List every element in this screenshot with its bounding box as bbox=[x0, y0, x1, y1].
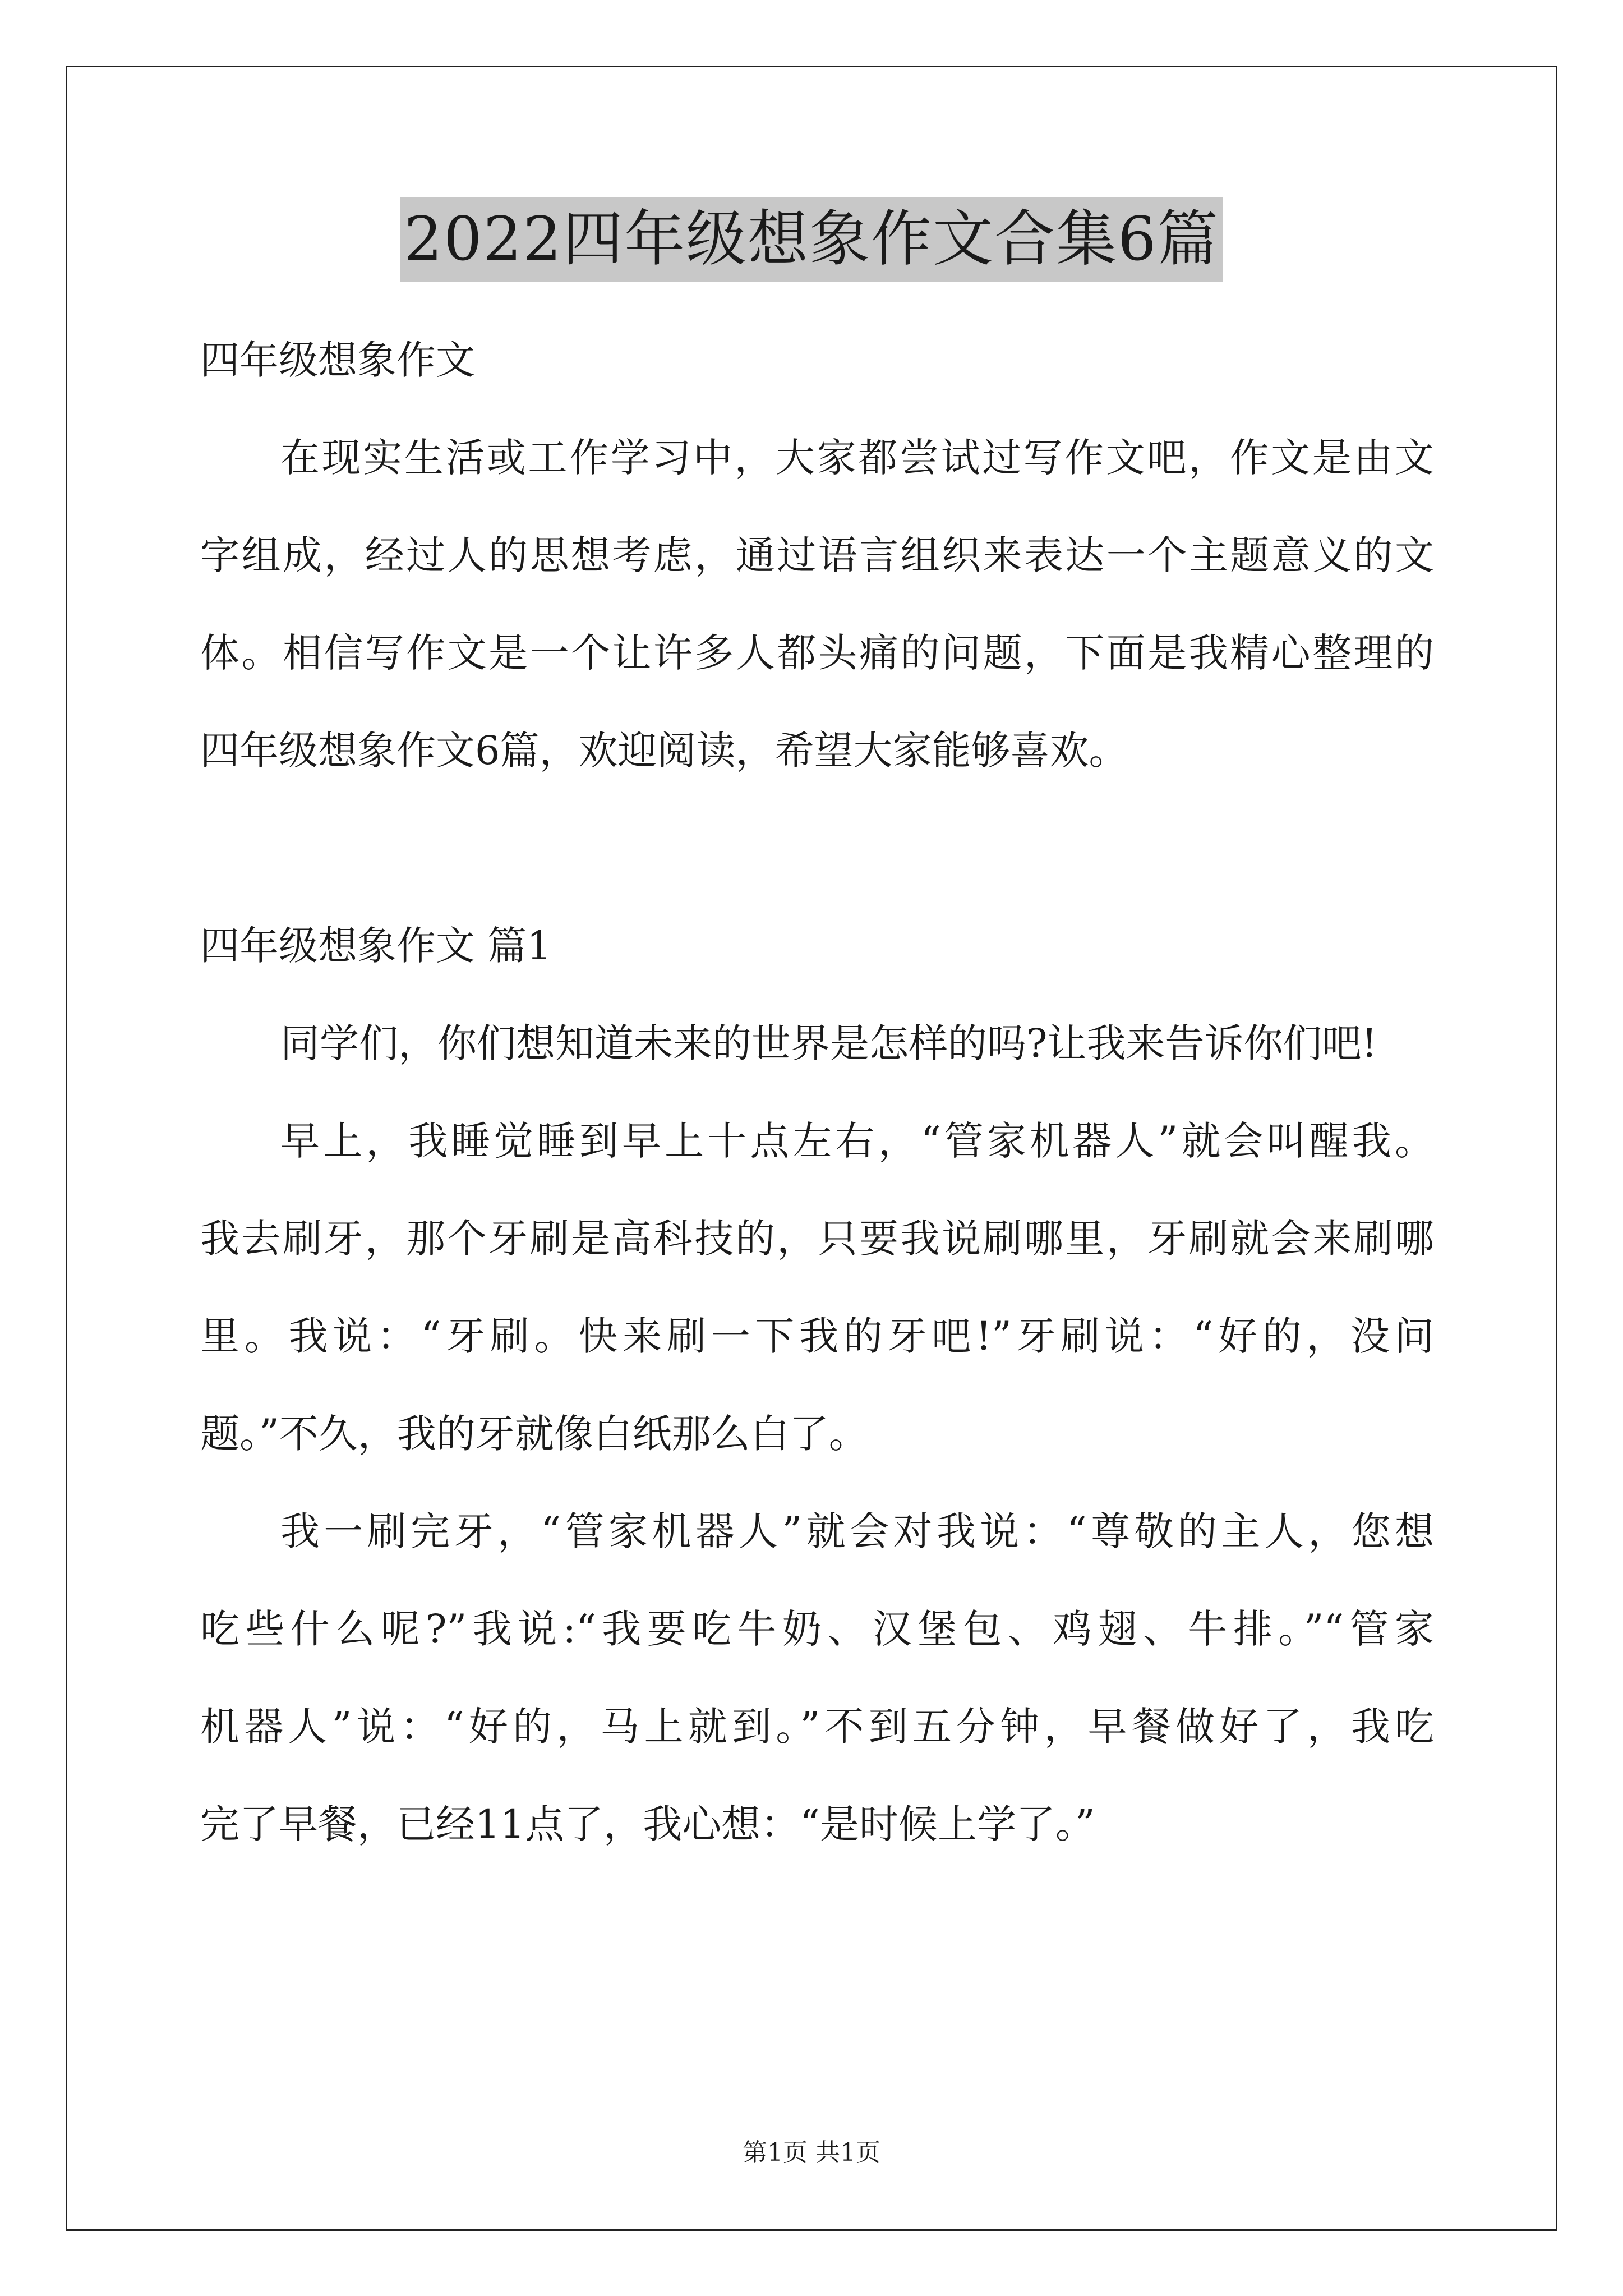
paragraph-line: 早上，我睡觉睡到早上十点左右，“管家机器人”就会叫醒我。 bbox=[280, 1118, 1434, 1164]
section-heading: 四年级想象作文 篇1 bbox=[200, 923, 552, 969]
paragraph-line: 机器人”说：“好的，马上就到。”不到五分钟，早餐做好了，我吃 bbox=[200, 1704, 1434, 1750]
paragraph-line: 题。”不久，我的牙就像白纸那么白了。 bbox=[200, 1411, 868, 1457]
paragraph-line: 里。我说：“牙刷。快来刷一下我的牙吧!”牙刷说：“好的，没问 bbox=[200, 1313, 1434, 1359]
paragraph-line: 四年级想象作文6篇，欢迎阅读，希望大家能够喜欢。 bbox=[200, 728, 1128, 774]
intro-paragraph bbox=[200, 409, 1434, 799]
document-title: 2022四年级想象作文合集6篇 bbox=[400, 197, 1223, 282]
page-footer: 第1页 共1页 bbox=[743, 2138, 880, 2167]
section-paragraph bbox=[200, 995, 1434, 1092]
paragraph-line: 完了早餐，已经11点了，我心想：“是时候上学了。” bbox=[200, 1801, 1095, 1847]
section-paragraph bbox=[200, 1092, 1434, 1483]
title-container bbox=[0, 197, 1623, 282]
document-body bbox=[200, 311, 1434, 1873]
intro-heading: 四年级想象作文 bbox=[200, 337, 475, 383]
paragraph-line: 字组成，经过人的思想考虑，通过语言组织来表达一个主题意义的文 bbox=[200, 532, 1434, 578]
paragraph-line: 体。相信写作文是一个让许多人都头痛的问题，下面是我精心整理的 bbox=[200, 630, 1434, 676]
spacer bbox=[200, 799, 1434, 897]
section-paragraph bbox=[200, 1483, 1434, 1873]
paragraph-line: 我去刷牙，那个牙刷是高科技的，只要我说刷哪里，牙刷就会来刷哪 bbox=[200, 1216, 1434, 1262]
paragraph-line: 在现实生活或工作学习中，大家都尝试过写作文吧，作文是由文 bbox=[280, 435, 1434, 481]
paragraph-line: 同学们，你们想知道未来的世界是怎样的吗?让我来告诉你们吧! bbox=[280, 1020, 1377, 1066]
paragraph-line: 吃些什么呢?”我说:“我要吃牛奶、汉堡包、鸡翅、牛排。”“管家 bbox=[200, 1606, 1434, 1652]
paragraph-line: 我一刷完牙，“管家机器人”就会对我说：“尊敬的主人，您想 bbox=[280, 1508, 1434, 1554]
